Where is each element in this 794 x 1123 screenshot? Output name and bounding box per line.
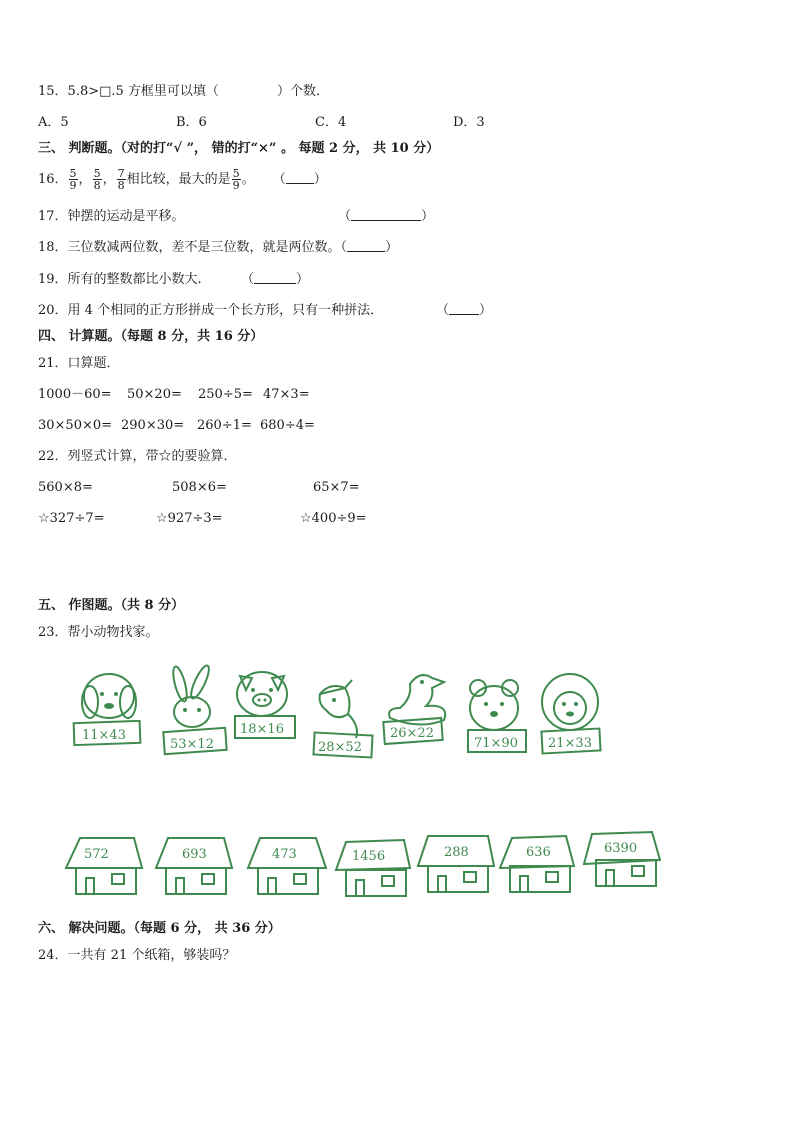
option-a: A．5 [38,115,69,130]
calc-item: 1000－60= [38,387,112,402]
section-5-heading: 五、 作图题。（共 8 分） [38,598,185,613]
option-b: B．6 [176,115,207,130]
q16-mid: 相比较，最大的是 [126,172,231,187]
question-15 [38,83,329,101]
house-label: 636 [526,845,551,860]
option-c: C．4 [315,115,347,130]
fraction: $\frac{5}{9}$ [69,167,77,192]
bear-icon [468,680,526,752]
fraction: $\frac{5}{9}$ [232,167,240,192]
fraction: $\frac{5}{8}$ [93,167,101,192]
calc-item: 560×8= [38,480,93,495]
calc-item: 30×50×0= [38,418,113,433]
answer-blank[interactable] [351,208,421,221]
q17-text: 17．钟摆的运动是平移。 [38,209,185,224]
house-icon [584,832,660,886]
house-label: 6390 [604,841,638,856]
question-18: 18．三位数减两位数，差不是三位数，就是两位数。（ ） [38,240,399,255]
card-label: 28×52 [318,740,362,755]
answer-blank[interactable] [449,302,479,315]
option-d: D．3 [453,115,485,130]
answer-blank[interactable] [347,239,385,252]
question-24: 24．一共有 21 个纸箱，够装吗？ [38,948,236,963]
house-icon [500,836,574,892]
q15-after: ）个数． [276,84,329,99]
q18-text: 18．三位数减两位数，差不是三位数，就是两位数。 [38,240,341,255]
question-17: 17．钟摆的运动是平移。 （ ） [38,209,435,224]
fraction: $\frac{7}{8}$ [117,167,125,192]
calc-item: ☆327÷7= [38,511,105,526]
calc-item: 508×6= [172,480,227,495]
houses-illustration [60,830,670,900]
house-label: 288 [444,845,469,860]
answer-blank[interactable] [254,271,296,284]
house-icon [66,838,142,894]
section-4-heading: 四、 计算题。（每题 8 分，共 16 分） [38,329,264,344]
calc-item: 260÷1= [197,418,252,433]
calc-item: ☆400÷9= [300,511,367,526]
house-icon [336,840,410,896]
q22-title: 22．列竖式计算，带☆的要验算． [38,449,237,464]
house-icon [248,838,326,894]
card-label: 11×43 [82,728,126,743]
house-label: 1456 [352,849,386,864]
q23-title: 23．帮小动物找家。 [38,625,159,640]
monkey-icon [541,674,600,754]
section-6-heading: 六、 解决问题。（每题 6 分， 共 36 分） [38,921,281,936]
card-label: 71×90 [474,736,518,751]
card-label: 26×22 [390,726,434,741]
q21-title: 21．口算题． [38,356,120,371]
animals-illustration [60,664,680,774]
house-label: 473 [272,847,297,862]
house-label: 693 [182,847,207,862]
calc-item: 47×3= [263,387,310,402]
q15-text: 15．5.8>□.5 方框里可以填（ [38,84,219,99]
answer-blank[interactable] [286,171,314,184]
calc-item: 290×30= [121,418,185,433]
q16-prefix: 16． [38,172,68,187]
calc-item: ☆927÷3= [156,511,223,526]
house-icon [156,838,232,894]
calc-item: 680÷4= [260,418,315,433]
q19-text: 19．所有的整数都比小数大. [38,272,202,287]
dog-icon [74,674,141,745]
question-19: 19．所有的整数都比小数大. （ ） [38,272,310,287]
section-3-heading: 三、 判断题。（对的打“√ ”， 错的打“×” 。 每题 2 分， 共 10 分） [38,141,440,156]
calc-item: 50×20= [127,387,182,402]
calc-item: 65×7= [313,480,360,495]
goat-icon [313,680,372,758]
question-20: 20．用 4 个相同的正方形拼成一个长方形，只有一种拼法． （ ） [38,303,493,318]
q20-text: 20．用 4 个相同的正方形拼成一个长方形，只有一种拼法． [38,303,384,318]
house-label: 572 [84,847,109,862]
rabbit-icon [163,664,226,754]
card-label: 18×16 [240,722,284,737]
duck-icon [383,675,445,744]
calc-item: 250÷5= [198,387,253,402]
question-16: 16． $\frac{5}{9}$ ， $\frac{5}{8}$ ， $\frac{7}{8}$ 相比较，最大的是 $\frac{5}{9}$ 。 （ ） [38,167,327,192]
pig-icon [235,672,295,738]
card-label: 21×33 [548,736,592,751]
card-label: 53×12 [170,737,214,752]
house-icon [418,836,494,892]
